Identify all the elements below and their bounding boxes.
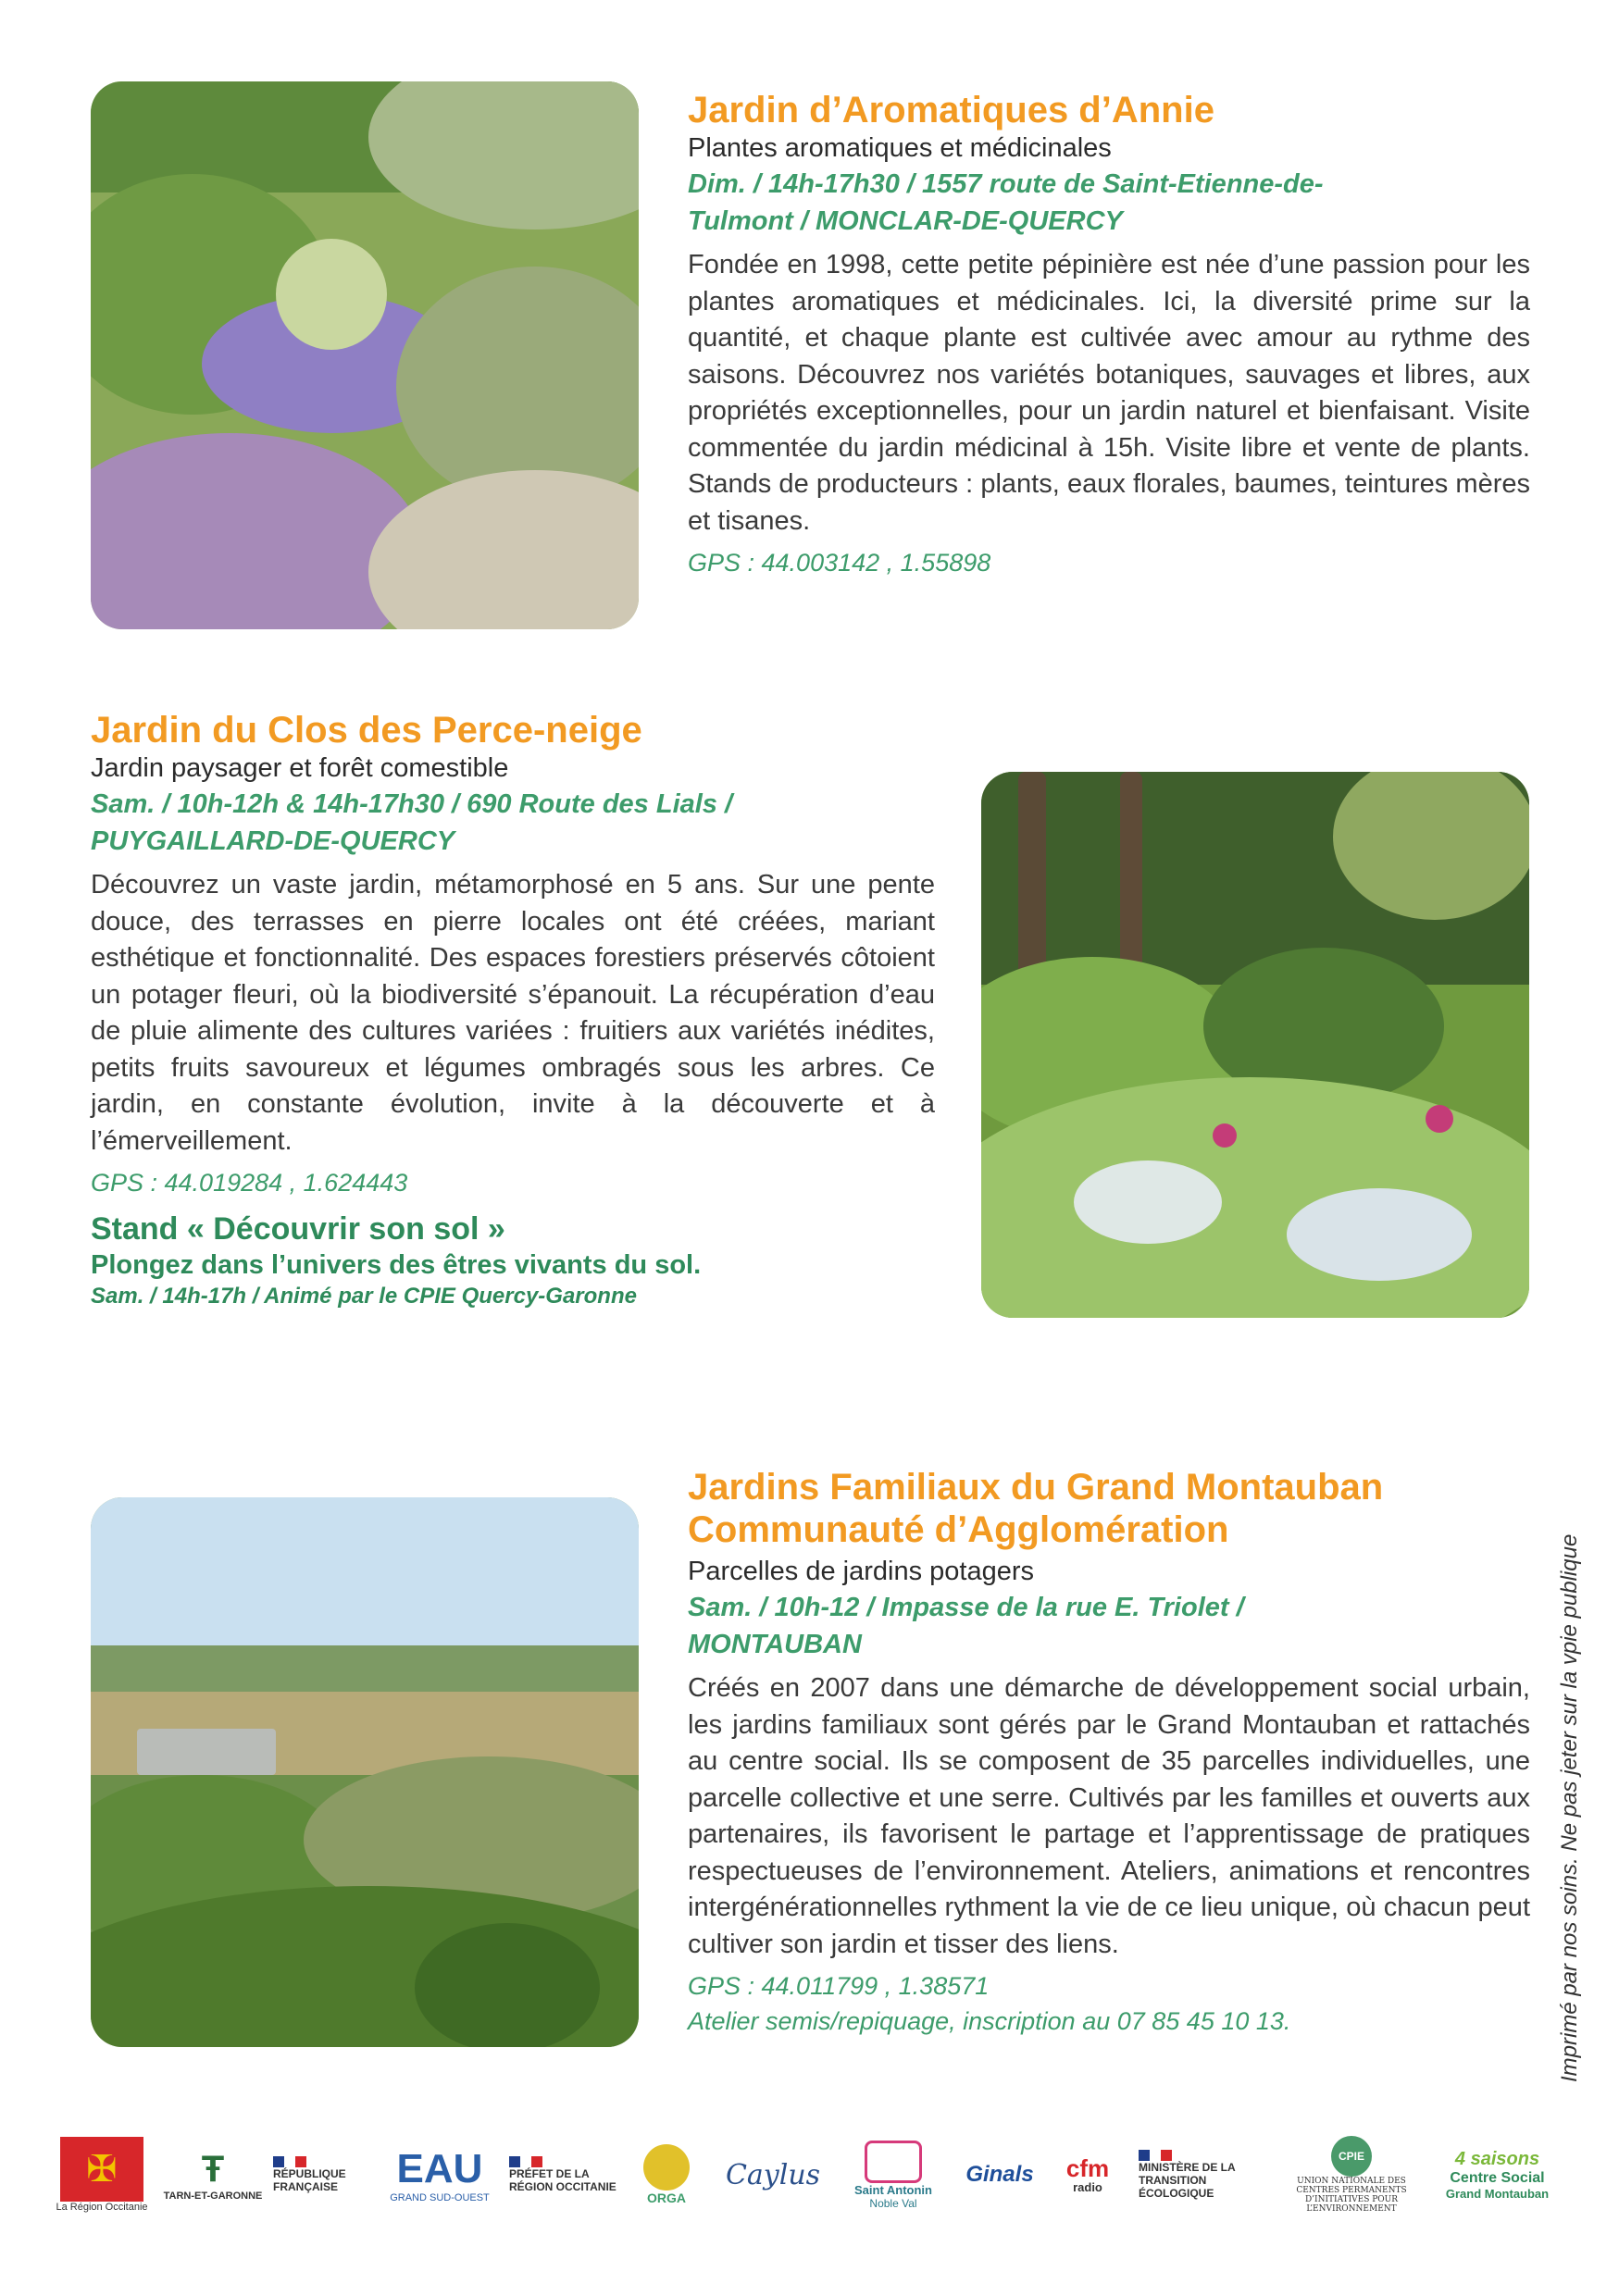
centre-social-sublabel: Grand Montauban xyxy=(1445,2187,1550,2201)
flag-icon xyxy=(273,2156,306,2167)
stand-subtitle: Plongez dans l’univers des êtres vivants du sol. xyxy=(91,1250,702,1280)
centre-social-label: Centre Social xyxy=(1450,2170,1545,2186)
occitanie-logo xyxy=(56,2128,148,2221)
saint-antonin-label: Saint Antonin xyxy=(853,2182,932,2197)
stand-title: Stand « Découvrir son sol » xyxy=(91,1211,505,1247)
occitanie-label: La Région Occitanie xyxy=(56,2202,148,2213)
herb-garden-photo xyxy=(91,81,639,629)
garden-annie-title: Jardin d’Aromatiques d’Annie xyxy=(688,90,1214,130)
ministere-label: MINISTÈRE DE LA TRANSITION ÉCOLOGIQUE xyxy=(1139,2161,1236,2200)
ginals-logo xyxy=(958,2128,1041,2221)
centre-social-logo xyxy=(1430,2128,1564,2221)
cfm-sublabel: radio xyxy=(1073,2179,1102,2194)
garden-annie-description: Fondée en 1998, cette petite pépinière est née d’une passion pour les plantes aromatiques et médicinales. Ici, la diversité prime sur la quantité, et chaque plante est cultivée avec amour au rythme des saisons. Découvrez nos variétés botaniques, sauvages et libres, aux propriétés exceptionnelles, pour un jardin naturel et bienfaisant. Visite commentée du jardin médicinal à 15h. Visite libre et vente de plants. Stands de producteurs : plants, eaux florales, baumes, teintures mères et tisanes. xyxy=(688,250,1530,536)
prefet-logo xyxy=(509,2128,620,2221)
saisons-label: 4 saisons xyxy=(1454,2149,1540,2169)
garden-montauban-description: Créés en 2007 dans une démarche de développement social urbain, les jardins familiaux sont gérés par le Grand Montauban et rattachés au centre social. Ils se composent de 35 parcelles individuelles, une parcelle collective et une serre. Cultivés par les familles et ouverts aux partenaires, ils favorisent le partage et l’apprentissage de pratiques respectueuses de l’environnement. Ateliers, animations et rencontres intergénérationnelles rythment la vie de ce lieu unique, où chacun peut cultiver son jardin et tisser des liens. xyxy=(688,1673,1530,1959)
cpie-logo xyxy=(1282,2128,1421,2221)
garden-montauban xyxy=(688,1466,1530,2039)
garden-montauban-title-2: Communauté d’Agglomération xyxy=(688,1509,1229,1550)
republique-label: RÉPUBLIQUE FRANÇAISE xyxy=(273,2167,346,2193)
garden-annie xyxy=(688,89,1530,580)
garden-montauban-info-1: Sam. / 10h-12 / Impasse de la rue E. Triolet / xyxy=(688,1593,1244,1622)
garden-montauban-title-1: Jardins Familiaux du Grand Montauban xyxy=(688,1467,1384,1508)
ministere-logo xyxy=(1139,2128,1268,2221)
garden-perce-neige-title: Jardin du Clos des Perce-neige xyxy=(91,710,642,751)
eau-label: EAU xyxy=(396,2146,483,2191)
garden-perce-neige xyxy=(91,709,935,1311)
village-icon xyxy=(865,2141,922,2183)
garden-perce-neige-description: Découvrez un vaste jardin, métamorphosé en 5 ans. Sur une pente douce, des terrasses en pierre locales ont été créées, mariant esthétique et fonctionnalité. Des espaces forestiers préservés côtoient un potager fleuri, où la biodiversité s’épanouit. La récupération d’eau de pluie alimente des cultures variées : fruitiers aux variétés inédites, petits fruits savoureux et légumes ombragés sous les arbres. Ce jardin, en constante évolution, invite à la découverte et à l’émerveillement. xyxy=(91,870,935,1156)
republique-logo xyxy=(273,2128,375,2221)
cfm-label: cfm xyxy=(1065,2153,1110,2182)
cpie-badge-icon xyxy=(1331,2136,1372,2177)
orga-logo xyxy=(629,2128,704,2221)
occitanie-cross-icon: ✠ xyxy=(60,2137,143,2202)
saint-antonin-sublabel: Noble Val xyxy=(869,2196,917,2210)
garden-annie-info-2: Tulmont / MONCLAR-DE-QUERCY xyxy=(688,206,1123,236)
flag-icon xyxy=(509,2156,542,2167)
allotment-photo xyxy=(91,1497,639,2047)
garden-montauban-info-2: MONTAUBAN xyxy=(688,1630,862,1659)
bee-icon xyxy=(643,2144,690,2191)
garden-perce-neige-info-2: PUYGAILLARD-DE-QUERCY xyxy=(91,826,455,856)
eau-sublabel: GRAND SUD-OUEST xyxy=(390,2192,490,2203)
caylus-logo xyxy=(717,2128,828,2221)
flag-icon xyxy=(1139,2150,1172,2161)
tarn-logo xyxy=(162,2128,264,2221)
cpie-sublabel: UNION NATIONALE DES CENTRES PERMANENTS D’INITIATIVES POUR L’ENVIRONNEMENT xyxy=(1296,2177,1407,2214)
prefet-label: PRÉFET DE LA RÉGION OCCITANIE xyxy=(509,2167,616,2193)
garden-montauban-gps: GPS : 44.011799 , 1.38571 xyxy=(688,1972,990,2000)
tarn-emblem-icon: Ŧ xyxy=(201,2148,225,2190)
tarn-label: TARN-ET-GARONNE xyxy=(163,2190,263,2202)
stand-info: Sam. / 14h-17h / Animé par le CPIE Quercy-Garonne xyxy=(91,1284,637,1309)
partner-logos xyxy=(46,2128,1564,2230)
garden-annie-info-1: Dim. / 14h-17h30 / 1557 route de Saint-Etienne-de- xyxy=(688,169,1324,199)
saint-antonin-logo xyxy=(842,2128,944,2221)
print-notice: Imprimé par nos soins. Ne pas jeter sur la vpie publique xyxy=(1557,1533,1582,2082)
garden-perce-neige-info-1: Sam. / 10h-12h & 14h-17h30 / 690 Route des Lials / xyxy=(91,789,733,819)
garden-montauban-subtitle: Parcelles de jardins potagers xyxy=(688,1557,1034,1586)
garden-annie-gps: GPS : 44.003142 , 1.55898 xyxy=(688,549,991,577)
wild-garden-photo xyxy=(981,772,1529,1318)
orga-label: ORGA xyxy=(647,2191,686,2205)
eau-logo xyxy=(380,2128,500,2221)
garden-annie-subtitle: Plantes aromatiques et médicinales xyxy=(688,133,1112,163)
garden-perce-neige-subtitle: Jardin paysager et forêt comestible xyxy=(91,753,509,783)
caylus-label: Caylus xyxy=(725,2158,821,2191)
cpie-label: CPIE xyxy=(1338,2150,1364,2163)
garden-montauban-atelier: Atelier semis/repiquage, inscription au 07 85 45 10 13. xyxy=(688,2007,1291,2035)
garden-perce-neige-gps: GPS : 44.019284 , 1.624443 xyxy=(91,1169,408,1197)
ginals-label: Ginals xyxy=(965,2162,1034,2187)
cfm-logo xyxy=(1051,2128,1125,2221)
